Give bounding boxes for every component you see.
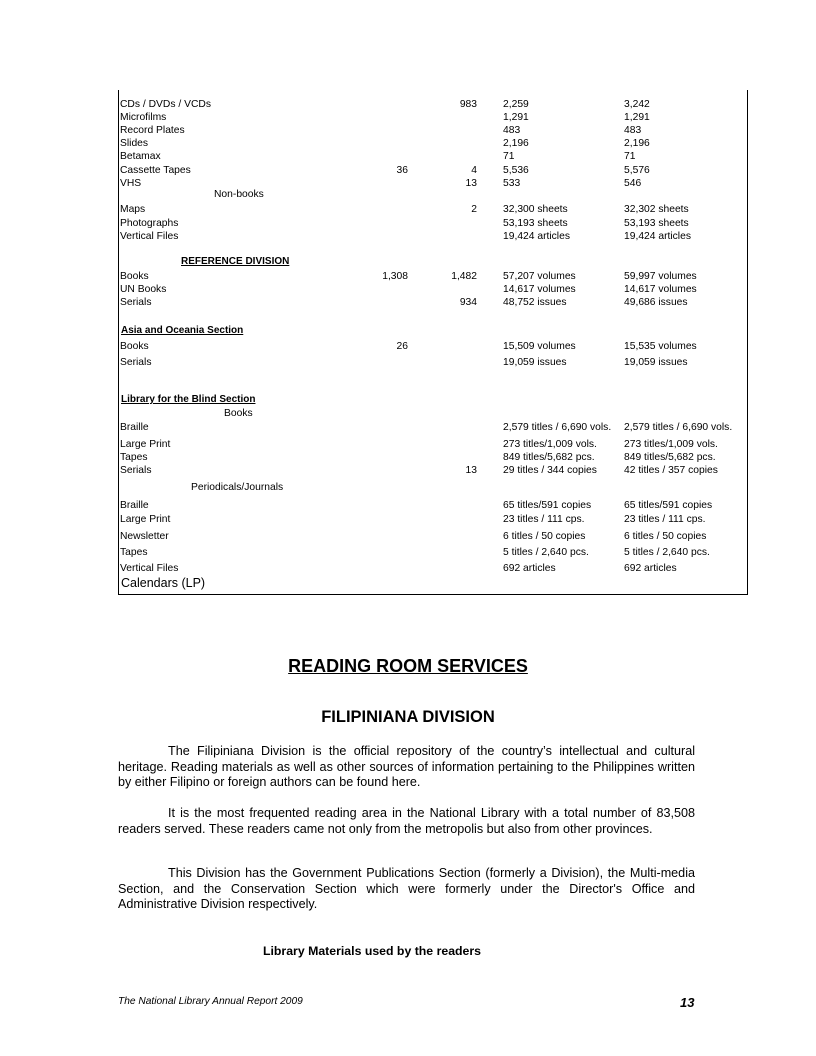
row-value-col2: 4 [471, 165, 477, 176]
table-row [119, 217, 747, 231]
paragraph-1: The Filipiniana Division is the official repository of the country’s intellectual and cultural heritage. Reading materials as well as other sources of information pertaining to the Philippines written by either Filipino or foreign authors can be found here. [118, 744, 695, 790]
table-row [119, 513, 747, 527]
row-value-col3: 48,752 issues [503, 297, 567, 308]
row-value-col4: 1,291 [624, 112, 650, 123]
row-value-col4: 692 articles [624, 563, 677, 574]
row-label: Large Print [120, 514, 171, 525]
row-value-col3: 57,207 volumes [503, 271, 576, 282]
table-row [119, 562, 747, 576]
row-value-col3: 23 titles / 111 cps. [503, 514, 585, 525]
row-value-col3: 19,059 issues [503, 357, 567, 368]
row-value-col2: 934 [459, 297, 477, 308]
row-label: Braille [120, 500, 149, 511]
table-row [119, 340, 747, 354]
table-row [119, 111, 747, 125]
row-value-col4: 15,535 volumes [624, 341, 697, 352]
row-label: Tapes [120, 547, 148, 558]
table-row [119, 464, 747, 478]
materials-caption: Library Materials used by the readers [262, 944, 482, 958]
row-value-col3: 71 [503, 151, 515, 162]
row-label: Serials [120, 297, 152, 308]
row-value-col2: 13 [465, 465, 477, 476]
row-value-col3: 533 [503, 178, 521, 189]
table-row [119, 356, 747, 370]
table-row [119, 203, 747, 217]
row-value-col3: 29 titles / 344 copies [503, 465, 597, 476]
paragraph-2: It is the most frequented reading area in the National Library with a total number of 83,508 readers served. These readers came not only from the metropolis but also from other provinces. [118, 806, 695, 836]
table-row [119, 499, 747, 513]
row-label: VHS [120, 178, 142, 189]
table-row [119, 270, 747, 284]
table-row [119, 530, 747, 544]
row-value-col4: 59,997 volumes [624, 271, 697, 282]
row-label: Tapes [120, 452, 148, 463]
row-value-col4: 6 titles / 50 copies [624, 531, 707, 542]
row-value-col3: 53,193 sheets [503, 218, 568, 229]
row-label: Microfilms [120, 112, 167, 123]
row-label: Maps [120, 204, 146, 215]
row-value-col3: 19,424 articles [503, 231, 570, 242]
row-value-col3: 483 [503, 125, 521, 136]
periodicals-label: Periodicals/Journals [191, 482, 284, 493]
row-label: Cassette Tapes [120, 165, 191, 176]
row-value-col3: 273 titles/1,009 vols. [503, 439, 597, 450]
row-value-col4: 53,193 sheets [624, 218, 689, 229]
row-label: UN Books [120, 284, 167, 295]
blind-section-heading: Library for the Blind Section [121, 394, 256, 405]
row-value-col4: 2,579 titles / 6,690 vols. [624, 422, 733, 433]
row-label: Large Print [120, 439, 171, 450]
row-label: Books [120, 341, 149, 352]
row-value-col4: 483 [624, 125, 642, 136]
holdings-table [118, 90, 748, 595]
blind-books-label: Books [224, 408, 253, 419]
reading-room-heading: READING ROOM SERVICES [288, 656, 528, 676]
row-label: Betamax [120, 151, 161, 162]
row-label: Serials [120, 357, 152, 368]
row-label: Vertical Files [120, 563, 179, 574]
table-row [119, 296, 747, 310]
row-value-col2: 2 [471, 204, 477, 215]
row-value-col2: 983 [459, 99, 477, 110]
nonbooks-label: Non-books [214, 189, 264, 200]
row-value-col4: 5,576 [624, 165, 650, 176]
row-value-col2: 1,482 [451, 271, 477, 282]
row-value-col4: 546 [624, 178, 642, 189]
row-value-col3: 14,617 volumes [503, 284, 576, 295]
row-value-col3: 15,509 volumes [503, 341, 576, 352]
row-label: Newsletter [120, 531, 169, 542]
row-value-col3: 65 titles/591 copies [503, 500, 592, 511]
row-value-col1: 1,308 [382, 271, 408, 282]
table-row [119, 283, 747, 297]
row-value-col4: 5 titles / 2,640 pcs. [624, 547, 710, 558]
footer-report-title: The National Library Annual Report 2009 [118, 996, 303, 1007]
row-value-col3: 849 titles/5,682 pcs. [503, 452, 595, 463]
row-value-col4: 3,242 [624, 99, 650, 110]
row-label: Photographs [120, 218, 179, 229]
row-value-col4: 65 titles/591 copies [624, 500, 713, 511]
row-value-col4: 14,617 volumes [624, 284, 697, 295]
page-number: 13 [680, 995, 695, 1010]
row-value-col4: 19,059 issues [624, 357, 688, 368]
table-row [119, 546, 747, 560]
row-value-col4: 849 titles/5,682 pcs. [624, 452, 716, 463]
table-row [119, 137, 747, 151]
table-row [119, 98, 747, 112]
row-value-col4: 273 titles/1,009 vols. [624, 439, 718, 450]
row-value-col4: 23 titles / 111 cps. [624, 514, 706, 525]
table-row [119, 438, 747, 452]
paragraph-3: This Division has the Government Publications Section (formerly a Division), the Multi-media Section, and the Conservation Section which were formerly under the Director's Office and Administrative Division respectively. [118, 866, 695, 912]
row-value-col4: 19,424 articles [624, 231, 691, 242]
row-value-col3: 5,536 [503, 165, 529, 176]
table-row [119, 451, 747, 465]
table-row [119, 150, 747, 164]
row-label: Slides [120, 138, 149, 149]
row-label: Vertical Files [120, 231, 179, 242]
row-value-col4: 71 [624, 151, 636, 162]
row-label: Braille [120, 422, 149, 433]
filipiniana-heading: FILIPINIANA DIVISION [321, 708, 495, 726]
row-value-col3: 2,579 titles / 6,690 vols. [503, 422, 612, 433]
row-value-col3: 692 articles [503, 563, 556, 574]
row-label: Record Plates [120, 125, 185, 136]
row-value-col3: 32,300 sheets [503, 204, 568, 215]
row-value-col3: 2,259 [503, 99, 529, 110]
row-value-col2: 13 [465, 178, 477, 189]
asia-oceania-heading: Asia and Oceania Section [121, 325, 244, 336]
table-row [119, 230, 747, 244]
table-row [119, 124, 747, 138]
table-row [119, 164, 747, 178]
row-value-col4: 2,196 [624, 138, 650, 149]
row-value-col3: 1,291 [503, 112, 529, 123]
reference-division-heading: REFERENCE DIVISION [181, 256, 290, 267]
row-label: Serials [120, 465, 152, 476]
calendars-label: Calendars (LP) [121, 576, 206, 590]
table-row [119, 421, 747, 435]
row-value-col4: 42 titles / 357 copies [624, 465, 718, 476]
row-value-col3: 5 titles / 2,640 pcs. [503, 547, 589, 558]
row-value-col3: 6 titles / 50 copies [503, 531, 586, 542]
row-value-col4: 49,686 issues [624, 297, 688, 308]
row-value-col3: 2,196 [503, 138, 529, 149]
row-value-col4: 32,302 sheets [624, 204, 689, 215]
row-label: CDs / DVDs / VCDs [120, 99, 211, 110]
row-label: Books [120, 271, 149, 282]
row-value-col1: 36 [396, 165, 408, 176]
row-value-col1: 26 [396, 341, 408, 352]
